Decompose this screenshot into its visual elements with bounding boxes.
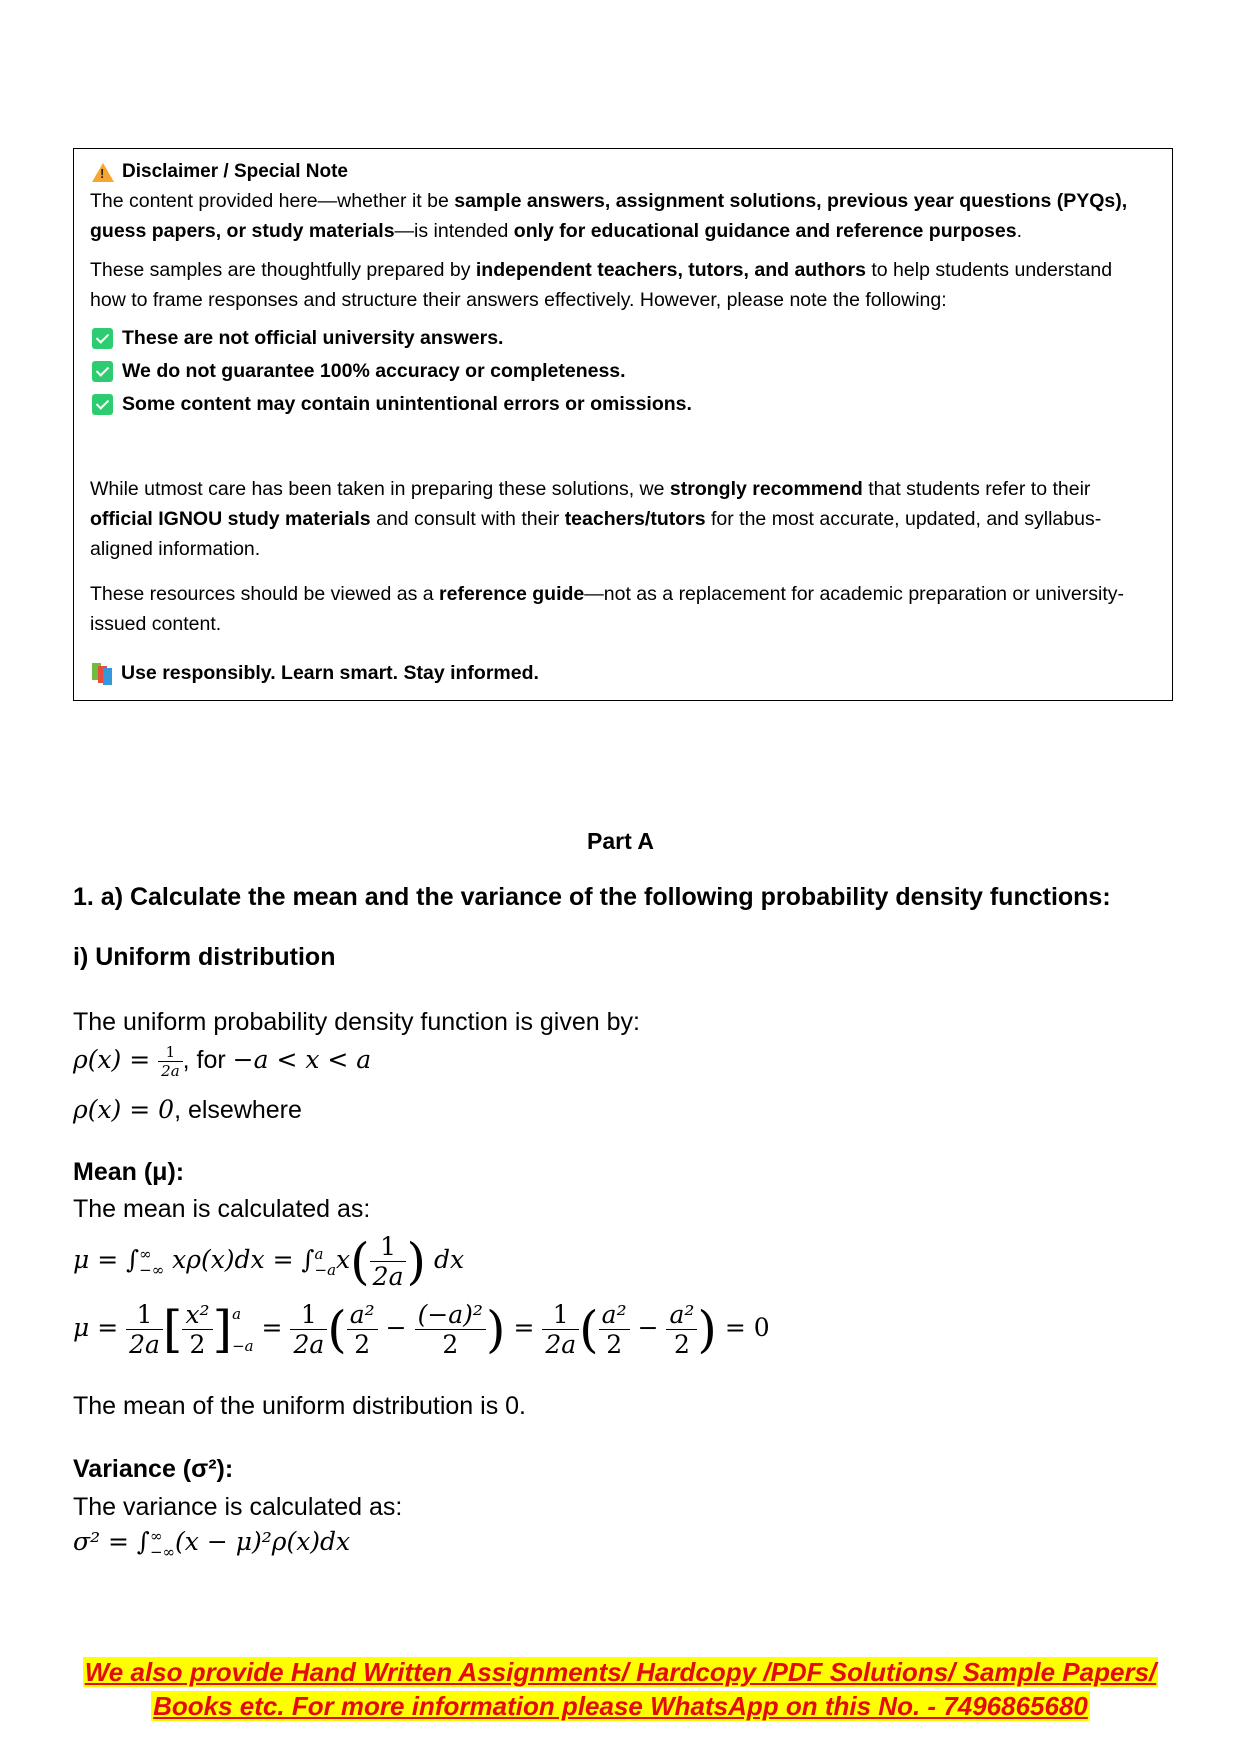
disclaimer-paragraph-3: While utmost care has been taken in preparing these solutions, we strongly recommend that students refer to their official IGNOU study materials and consult with their teachers/tutors for the most accurate, updated, and syllabus-aligned information. [90, 478, 1102, 560]
mean-equation-1: μ = ∫∞ −∞ xρ(x)dx = ∫a −ax( $\frac{1}{2a}$ ) dx [73, 1232, 465, 1291]
disclaimer-paragraph-1: The content provided here—whether it be sample answers, assignment solutions, previous year questions (PYQs), guess papers, or study materials—is intended only for educational guidance and reference purposes. [90, 190, 1128, 242]
promo-line-1: We also provide Hand Written Assignments/ Hardcopy /PDF Solutions/ Sample Papers/ [84, 1657, 1157, 1687]
check-box-icon [92, 328, 113, 349]
checklist-item: Some content may contain unintentional errors or omissions. [92, 393, 692, 416]
warning-icon [92, 163, 114, 182]
promo-banner [0, 1655, 1241, 1723]
variance-heading: Variance (σ²): [73, 1455, 234, 1483]
disclaimer-title: ! Disclaimer / Special Note [92, 161, 348, 183]
part-title: Part A [587, 828, 654, 854]
check-box-icon [92, 394, 113, 415]
disclaimer-paragraph-4: These resources should be viewed as a reference guide—not as a replacement for academic preparation or university-issued content. [90, 583, 1125, 635]
checklist-item: These are not official university answers. [92, 327, 503, 350]
variance-equation: σ² = ∫∞ −∞(x − μ)²ρ(x)dx [73, 1526, 351, 1561]
disclaimer-paragraph-2: These samples are thoughtfully prepared by independent teachers, tutors, and authors to help students understand how to frame responses and structure their answers effectively. However, please note the following: [90, 259, 1113, 311]
intro-text: The uniform probability density function is given by: [73, 1008, 640, 1036]
question-heading: 1. a) Calculate the mean and the variance of the following probability density functions: [73, 883, 1111, 911]
mean-conclusion: The mean of the uniform distribution is 0. [73, 1392, 527, 1420]
mean-equation-2: μ = $\frac{1}{2a}$ [ $\frac{\text{x²}}{2}$ ]a −a = $\frac{1}{2a}$ ( $\frac{\text{a²}}{2}$ − $\frac{\text{(−a)²}}{2}$ ) = $\frac{1}{2a}$ ( $\frac{\text{a²}}{2}$ − $\frac{\text{a²}}{2}$ ) = 0 [73, 1300, 770, 1359]
subheading: i) Uniform distribution [73, 943, 336, 971]
variance-intro: The variance is calculated as: [73, 1493, 403, 1521]
checklist-item: We do not guarantee 100% accuracy or completeness. [92, 360, 626, 383]
mean-heading: Mean (μ): [73, 1158, 185, 1186]
books-icon [92, 663, 112, 685]
check-box-icon [92, 361, 113, 382]
mean-intro: The mean is calculated as: [73, 1195, 371, 1223]
disclaimer-box [73, 148, 1173, 701]
pdf-equation-1: ρ(x) = $\frac{1}{2a}$ , for −a < x < a [73, 1043, 372, 1080]
pdf-equation-2: ρ(x) = 0, elsewhere [73, 1095, 302, 1124]
disclaimer-footer: Use responsibly. Learn smart. Stay informed. [92, 662, 539, 685]
promo-line-2: Books etc. For more information please WhatsApp on this No. - 7496865680 [153, 1691, 1088, 1721]
